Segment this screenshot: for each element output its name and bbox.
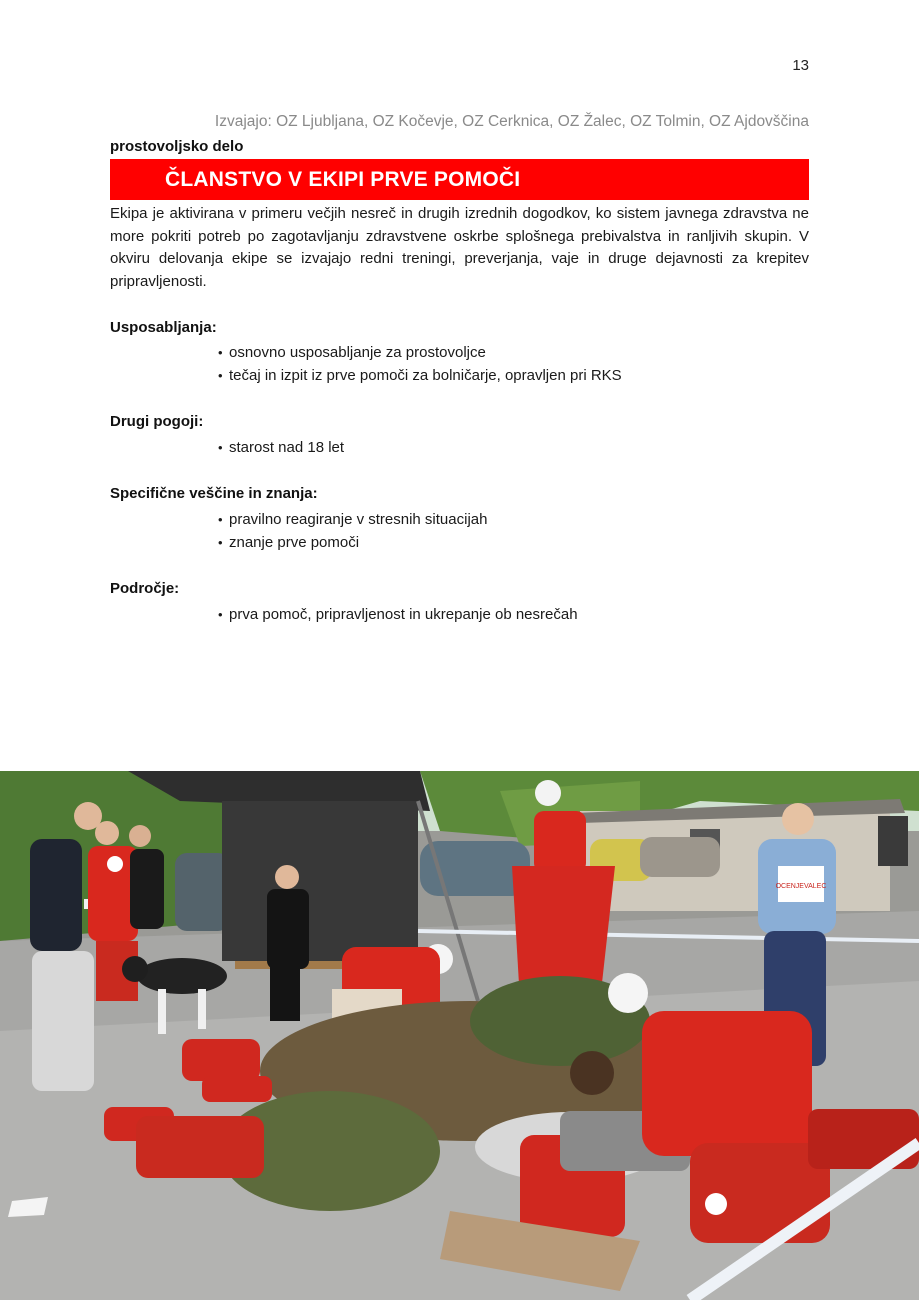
page-number: 13 bbox=[792, 57, 809, 74]
conditions-list bbox=[218, 436, 344, 459]
category-label: prostovoljsko delo bbox=[110, 138, 244, 155]
training-heading: Usposabljanja: bbox=[110, 319, 217, 336]
training-list bbox=[218, 341, 622, 387]
providers-line: Izvajajo: OZ Ljubljana, OZ Kočevje, OZ Cerknica, OZ Žalec, OZ Tolmin, OZ Ajdovščina bbox=[214, 113, 809, 130]
list-item: • starost nad 18 let bbox=[218, 436, 344, 459]
intro-paragraph: Ekipa je aktivirana v primeru večjih nesreč in drugih izrednih dogodkov, ko sistem javnega zdravstva ne more pokriti potreb po zagotavljanju zdravstvene oskrbe splošnega prebivalstva in ranljivih skupin. V okviru delovanja ekipe se izvajajo redni treningi, preverjanja, vaje in druge dejavnosti za krepitev pripravljenosti. bbox=[110, 205, 809, 291]
skills-heading: Specifične veščine in znanja: bbox=[110, 485, 318, 502]
list-item: • prva pomoč, pripravljenost in ukrepanje ob nesrečah bbox=[218, 603, 578, 626]
area-heading: Področje: bbox=[110, 580, 180, 597]
list-item: • znanje prve pomoči bbox=[218, 531, 487, 554]
vest-label: OCENJEVALEC bbox=[775, 883, 827, 890]
skills-list bbox=[218, 508, 487, 554]
area-list bbox=[218, 603, 578, 626]
conditions-heading: Drugi pogoji: bbox=[110, 413, 204, 430]
exercise-photo bbox=[0, 771, 919, 1300]
list-item: • pravilno reagiranje v stresnih situacijah bbox=[218, 508, 487, 531]
page-title: ČLANSTVO V EKIPI PRVE POMOČI bbox=[165, 168, 521, 191]
list-item: • tečaj in izpit iz prve pomoči za bolničarje, opravljen pri RKS bbox=[218, 364, 622, 387]
title-bar bbox=[110, 159, 809, 200]
list-item: • osnovno usposabljanje za prostovoljce bbox=[218, 341, 622, 364]
